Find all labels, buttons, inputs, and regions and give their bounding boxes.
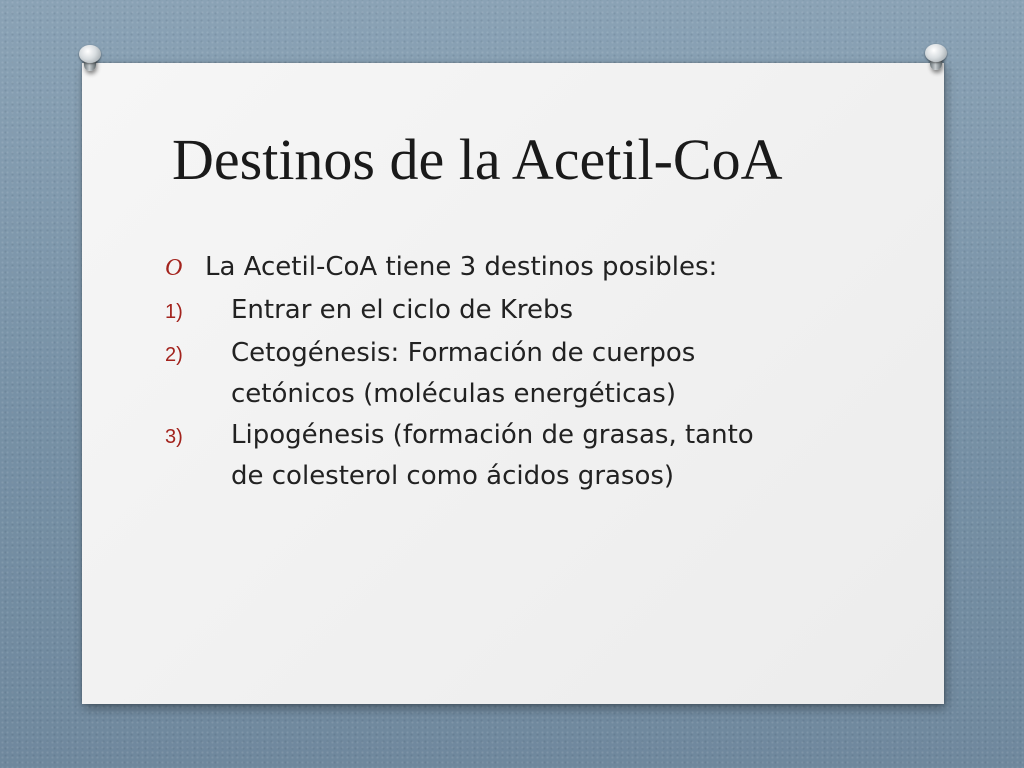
list-text-line: de colesterol como ácidos grasos)	[231, 461, 675, 491]
list-text	[231, 415, 845, 497]
bullet-item	[165, 246, 845, 289]
list-text	[231, 333, 845, 415]
list-item	[165, 333, 845, 415]
bullet-text: La Acetil-CoA tiene 3 destinos posibles:	[205, 252, 718, 282]
bullet-marker: O	[165, 255, 183, 281]
list-number: 2)	[165, 344, 183, 366]
pushpin-icon	[922, 44, 950, 72]
list-text-line: Cetogénesis: Formación de cuerpos	[231, 338, 696, 368]
list-item	[165, 289, 845, 333]
list-text-line: Lipogénesis (formación de grasas, tanto	[231, 420, 754, 450]
slide-content	[165, 246, 845, 497]
list-number: 1)	[165, 301, 183, 323]
list-item	[165, 415, 845, 497]
pushpin-icon	[76, 45, 104, 73]
list-text: Entrar en el ciclo de Krebs	[231, 295, 574, 325]
slide-title: Destinos de la Acetil-CoA	[172, 127, 783, 192]
list-number: 3)	[165, 426, 183, 448]
list-text-line: cetónicos (moléculas energéticas)	[231, 379, 676, 409]
